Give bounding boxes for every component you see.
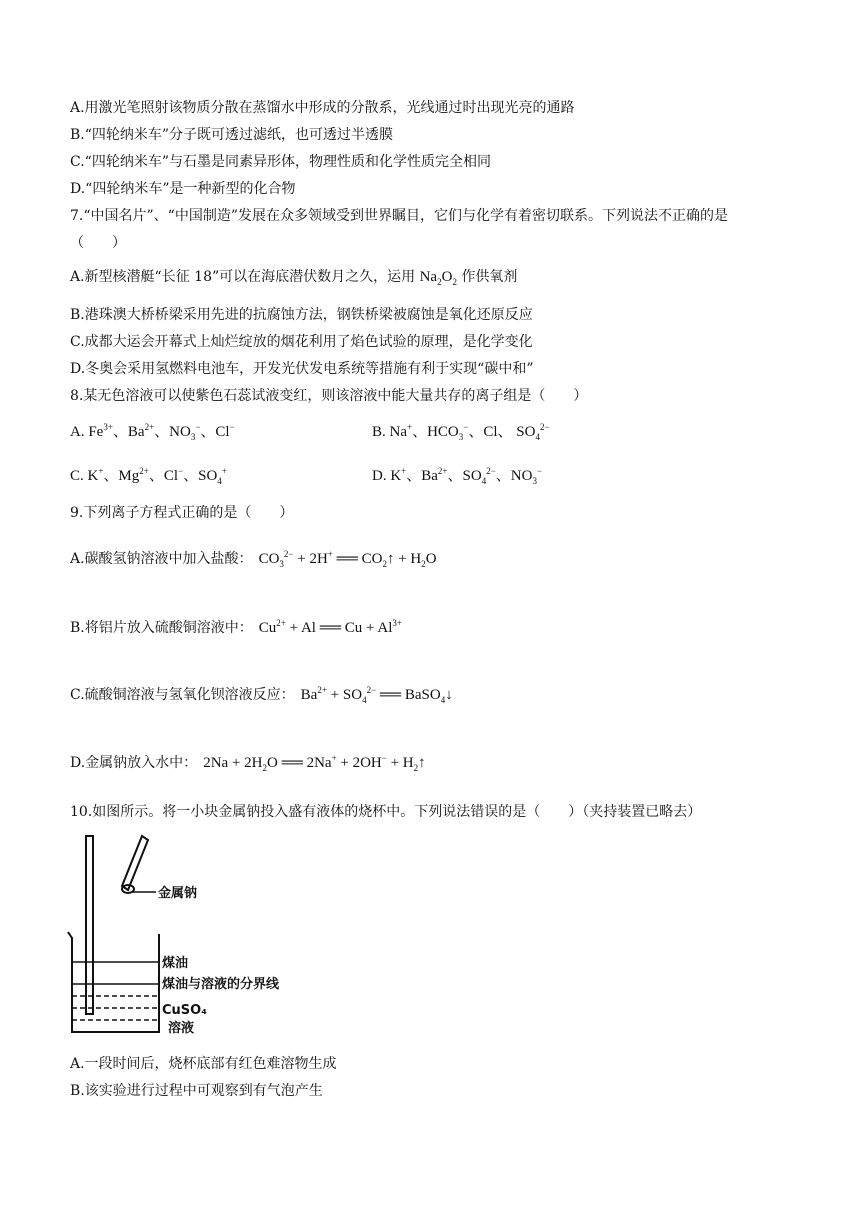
q9-stem: 9.下列离子方程式正确的是（ ）: [70, 505, 294, 521]
label-cuso4: CuSO₄: [162, 1003, 207, 1018]
label-sodium: 金属钠: [158, 886, 198, 901]
q10-option-b: B.该实验进行过程中可观察到有气泡产生: [70, 1083, 323, 1099]
q8-option-c: C. K+、$Mg^{2+}$、Cl−、$SO_4^+$: [70, 466, 227, 486]
q7-option-d: D.冬奥会采用氢燃料电池车，开发光伏发电系统等措施有利于实现“碳中和”: [70, 361, 534, 377]
q10-option-a: A.一段时间后，烧杯底部有红色难溶物生成: [70, 1056, 337, 1072]
q7-stem: 7.“中国名片”、“中国制造”发展在众多领域受到世界瞩目，它们与化学有着密切联系。下列说法不正确的是: [70, 208, 728, 224]
experiment-figure: [64, 834, 324, 1040]
q6-option-c: C.“四轮纳米车”与石墨是同素异形体，物理性质和化学性质完全相同: [70, 154, 491, 170]
q6-option-d: D.“四轮纳米车”是一种新型的化合物: [70, 181, 296, 197]
q7-blank: （ ）: [70, 235, 126, 251]
q7-option-c: C.成都大运会开幕式上灿烂绽放的烟花利用了焰色试验的原理，是化学变化: [70, 334, 533, 350]
q6-option-a: A.用激光笔照射该物质分散在蒸馏水中形成的分散系，光线通过时出现光亮的通路: [70, 100, 575, 116]
q8-option-a: A. $Fe^{3+}$、$Ba^{2+}$、$NO_3^-$、Cl−: [70, 422, 235, 442]
label-kerosene: 煤油: [162, 956, 189, 971]
q9-option-b: B.将铝片放入硫酸铜溶液中： $Cu^{2+} + Al$ ══ $Cu + Al^{3+}$: [70, 618, 402, 636]
q9-option-d: D.金属钠放入水中： $2Na + 2H_2O$ ══ $2Na^+ + 2OH^- + H_2↑$: [70, 753, 426, 773]
label-solution: 溶液: [168, 1021, 195, 1036]
label-interface: 煤油与溶液的分界线: [162, 977, 280, 992]
q7-option-b: B.港珠澳大桥桥梁采用先进的抗腐蚀方法，钢铁桥梁被腐蚀是氧化还原反应: [70, 307, 533, 323]
q6-option-b: B.“四轮纳米车”分子既可透过滤纸，也可透过半透膜: [70, 127, 394, 143]
q8-option-b: B. Na+、$HCO_3^-$、Cl、 $SO_4^{2-}$: [372, 422, 550, 442]
q7-option-a: A.新型核潜艇“长征 18”可以在海底潜伏数月之久，运用 $Na_2O_2$ 作供氧剂: [70, 269, 518, 287]
q9-option-c: C.硫酸铜溶液与氢氧化钡溶液反应： $Ba^{2+} + SO_4^{2-}$ ══ BaSO$_4$↓: [70, 685, 453, 705]
q8-option-d: D. K+、$Ba^{2+}$、$SO_4^{2-}$、$NO_3^-$: [372, 466, 543, 486]
q8-stem: 8.某无色溶液可以使紫色石蕊试液变红，则该溶液中能大量共存的离子组是（ ）: [70, 388, 588, 404]
q10-stem: 10.如图所示。将一小块金属钠投入盛有液体的烧杯中。下列说法错误的是（ ）（夹持装置已略去）: [70, 804, 702, 820]
q9-option-a: A.碳酸氢钠溶液中加入盐酸： $CO_3^{2-} + 2H^+$ ══ $CO_2↑ + H_2O$: [70, 549, 437, 569]
